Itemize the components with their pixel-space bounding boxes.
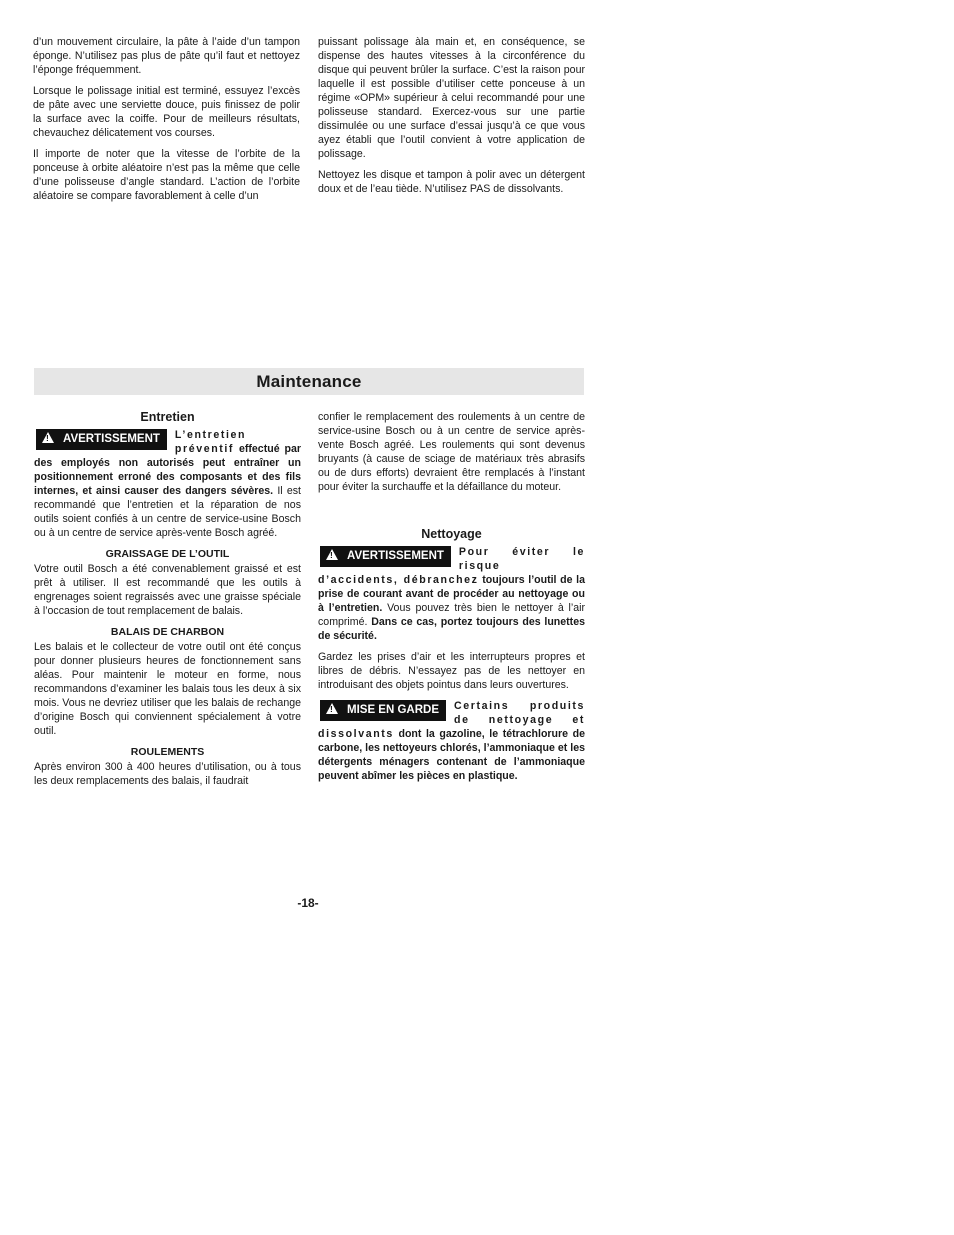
- section-title-banner: [34, 368, 584, 395]
- warning-badge-label: AVERTISSEMENT: [63, 433, 160, 445]
- section-title: Maintenance: [256, 371, 362, 391]
- nettoyage-heading: Nettoyage: [421, 527, 482, 541]
- warning-text: Vous pouvez très bien le nettoyer à l’air comprimé.: [318, 602, 585, 628]
- roulements-text: Après environ 300 à 400 heures d’utilisation, ou à tous les deux remplacements des balais, il faudrait: [34, 761, 301, 787]
- entretien-heading: Entretien: [140, 410, 195, 424]
- paragraph: Nettoyez les disque et tampon à polir avec un détergent doux et de l’eau tiède. N’utilisez PAS de dissolvants.: [318, 169, 585, 195]
- graissage-heading: GRAISSAGE DE L’OUTIL: [105, 548, 230, 560]
- warning-triangle-icon: [42, 432, 54, 443]
- entretien-warning: [34, 428, 301, 540]
- paragraph: Il importe de noter que la vitesse de l’orbite de la ponceuse à orbite aléatoire n’est pas la même que celle d’une polisseuse d’angle standard. L’action de l’orbite aléatoire se compare favorablement à celle d’un: [33, 148, 300, 202]
- warning-bold-text: Dans ce cas, portez toujours des lunettes de sécurité.: [318, 616, 585, 642]
- warning-text: Il est recommandé que l’entretien et la réparation de nos outils soient confiés à un centre de service-usine Bosch ou à un centre de service après-vente Bosch agréé.: [34, 485, 301, 539]
- nettoyage-column: [318, 410, 585, 790]
- caution-bold-text: dont la gazoline, le tétrachlorure de carbone, les nettoyeurs chlorés, l’ammoniaque et les détergents ménagers contenant de l’ammoniaque peuvent abîmer les pièces en plastique.: [318, 728, 585, 782]
- roulements-heading: ROULEMENTS: [130, 746, 205, 758]
- nettoyage-caution: [318, 699, 585, 783]
- entretien-column: [34, 410, 301, 795]
- top-left-column: [33, 35, 300, 210]
- graissage-text: Votre outil Bosch a été convenablement graissé et est prêt à utiliser. Il est recommandé que les outils à engrenages soient regraissés avec une graisse spéciale à l’occasion de tout remplacement de balais.: [34, 563, 301, 617]
- balais-heading: BALAIS DE CHARBON: [110, 626, 225, 638]
- warning-badge: [36, 429, 167, 450]
- paragraph: Lorsque le polissage initial est terminé, essuyez l’excès de pâte avec une serviette douce, puis finissez de polir la surface avec la coiffe. Pour de meilleurs résultats, chevauchez délicatement vos courses.: [33, 85, 300, 139]
- warning-bold-text: toujours l’outil de la prise de courant avant de procéder au nettoyage ou à l’entretien.: [318, 574, 585, 614]
- warning-triangle-icon: [326, 703, 338, 714]
- page-number: -18-: [297, 896, 319, 910]
- balais-text: Les balais et le collecteur de votre outil ont été conçus pour donner plusieurs heures de fonctionnement sans aléas. Pour maintenir le moteur en forme, nous recommandons d’examiner les balais tous les deux à six mois. Vous ne devriez utiliser que les balais de rechange d’origine Bosch qui conviennent spécialement à votre outil.: [34, 641, 301, 737]
- paragraph: puissant polissage àla main et, en conséquence, se dispense des hautes vitesses à la circonférence du disque qui peuvent brûler la surface. C’est la raison pour laquelle il est possible d’utiliser cette ponceuse à un régime «OPM» supérieur à celui recommandé pour une polisseuse standard. Exercez-vous sur une partie dissimulée ou une surface d’essai jusqu’à ce que vous ayez établi que l’outil convient à votre application de polissage.: [318, 36, 585, 160]
- warning-badge: [320, 546, 451, 567]
- caution-badge: [320, 700, 446, 721]
- top-right-column: [318, 35, 585, 203]
- nettoyage-text: Gardez les prises d’air et les interrupteurs propres et libres de débris. N’essayez pas de les nettoyer en introduisant des objets pointus dans leurs ouvertures.: [318, 651, 585, 691]
- warning-triangle-icon: [326, 549, 338, 560]
- caution-bold-text: Certains produits de nettoyage et dissolvants: [318, 700, 585, 740]
- warning-bold-text: L’entretien préventif: [174, 429, 247, 455]
- warning-bold-text: Pour éviter le risque d’accidents, débranchez: [318, 546, 585, 586]
- caution-badge-label: MISE EN GARDE: [347, 704, 440, 716]
- warning-badge-label: AVERTISSEMENT: [347, 550, 444, 562]
- warning-bold-text: effectué par des employés non autorisés peut entraîner un positionnement erroné des composants et des fils internes, et ainsi causer des dangers sévères.: [34, 443, 301, 497]
- nettoyage-warning: [318, 545, 585, 643]
- paragraph: d’un mouvement circulaire, la pâte à l’aide d’un tampon éponge. N’utilisez pas plus de pâte qu’il faut et nettoyez l’éponge fréquemment.: [33, 36, 300, 76]
- roulements-continued-text: confier le remplacement des roulements à un centre de service-usine Bosch ou à un centre de service après-vente Bosch agréé. Les roulements qui sont devenus bruyants (à cause de sciage de matériaux très abrasifs ou de durs efforts) devraient être remplacés à l’instant pour éviter la surchauffe et la défaillance du moteur.: [318, 411, 585, 493]
